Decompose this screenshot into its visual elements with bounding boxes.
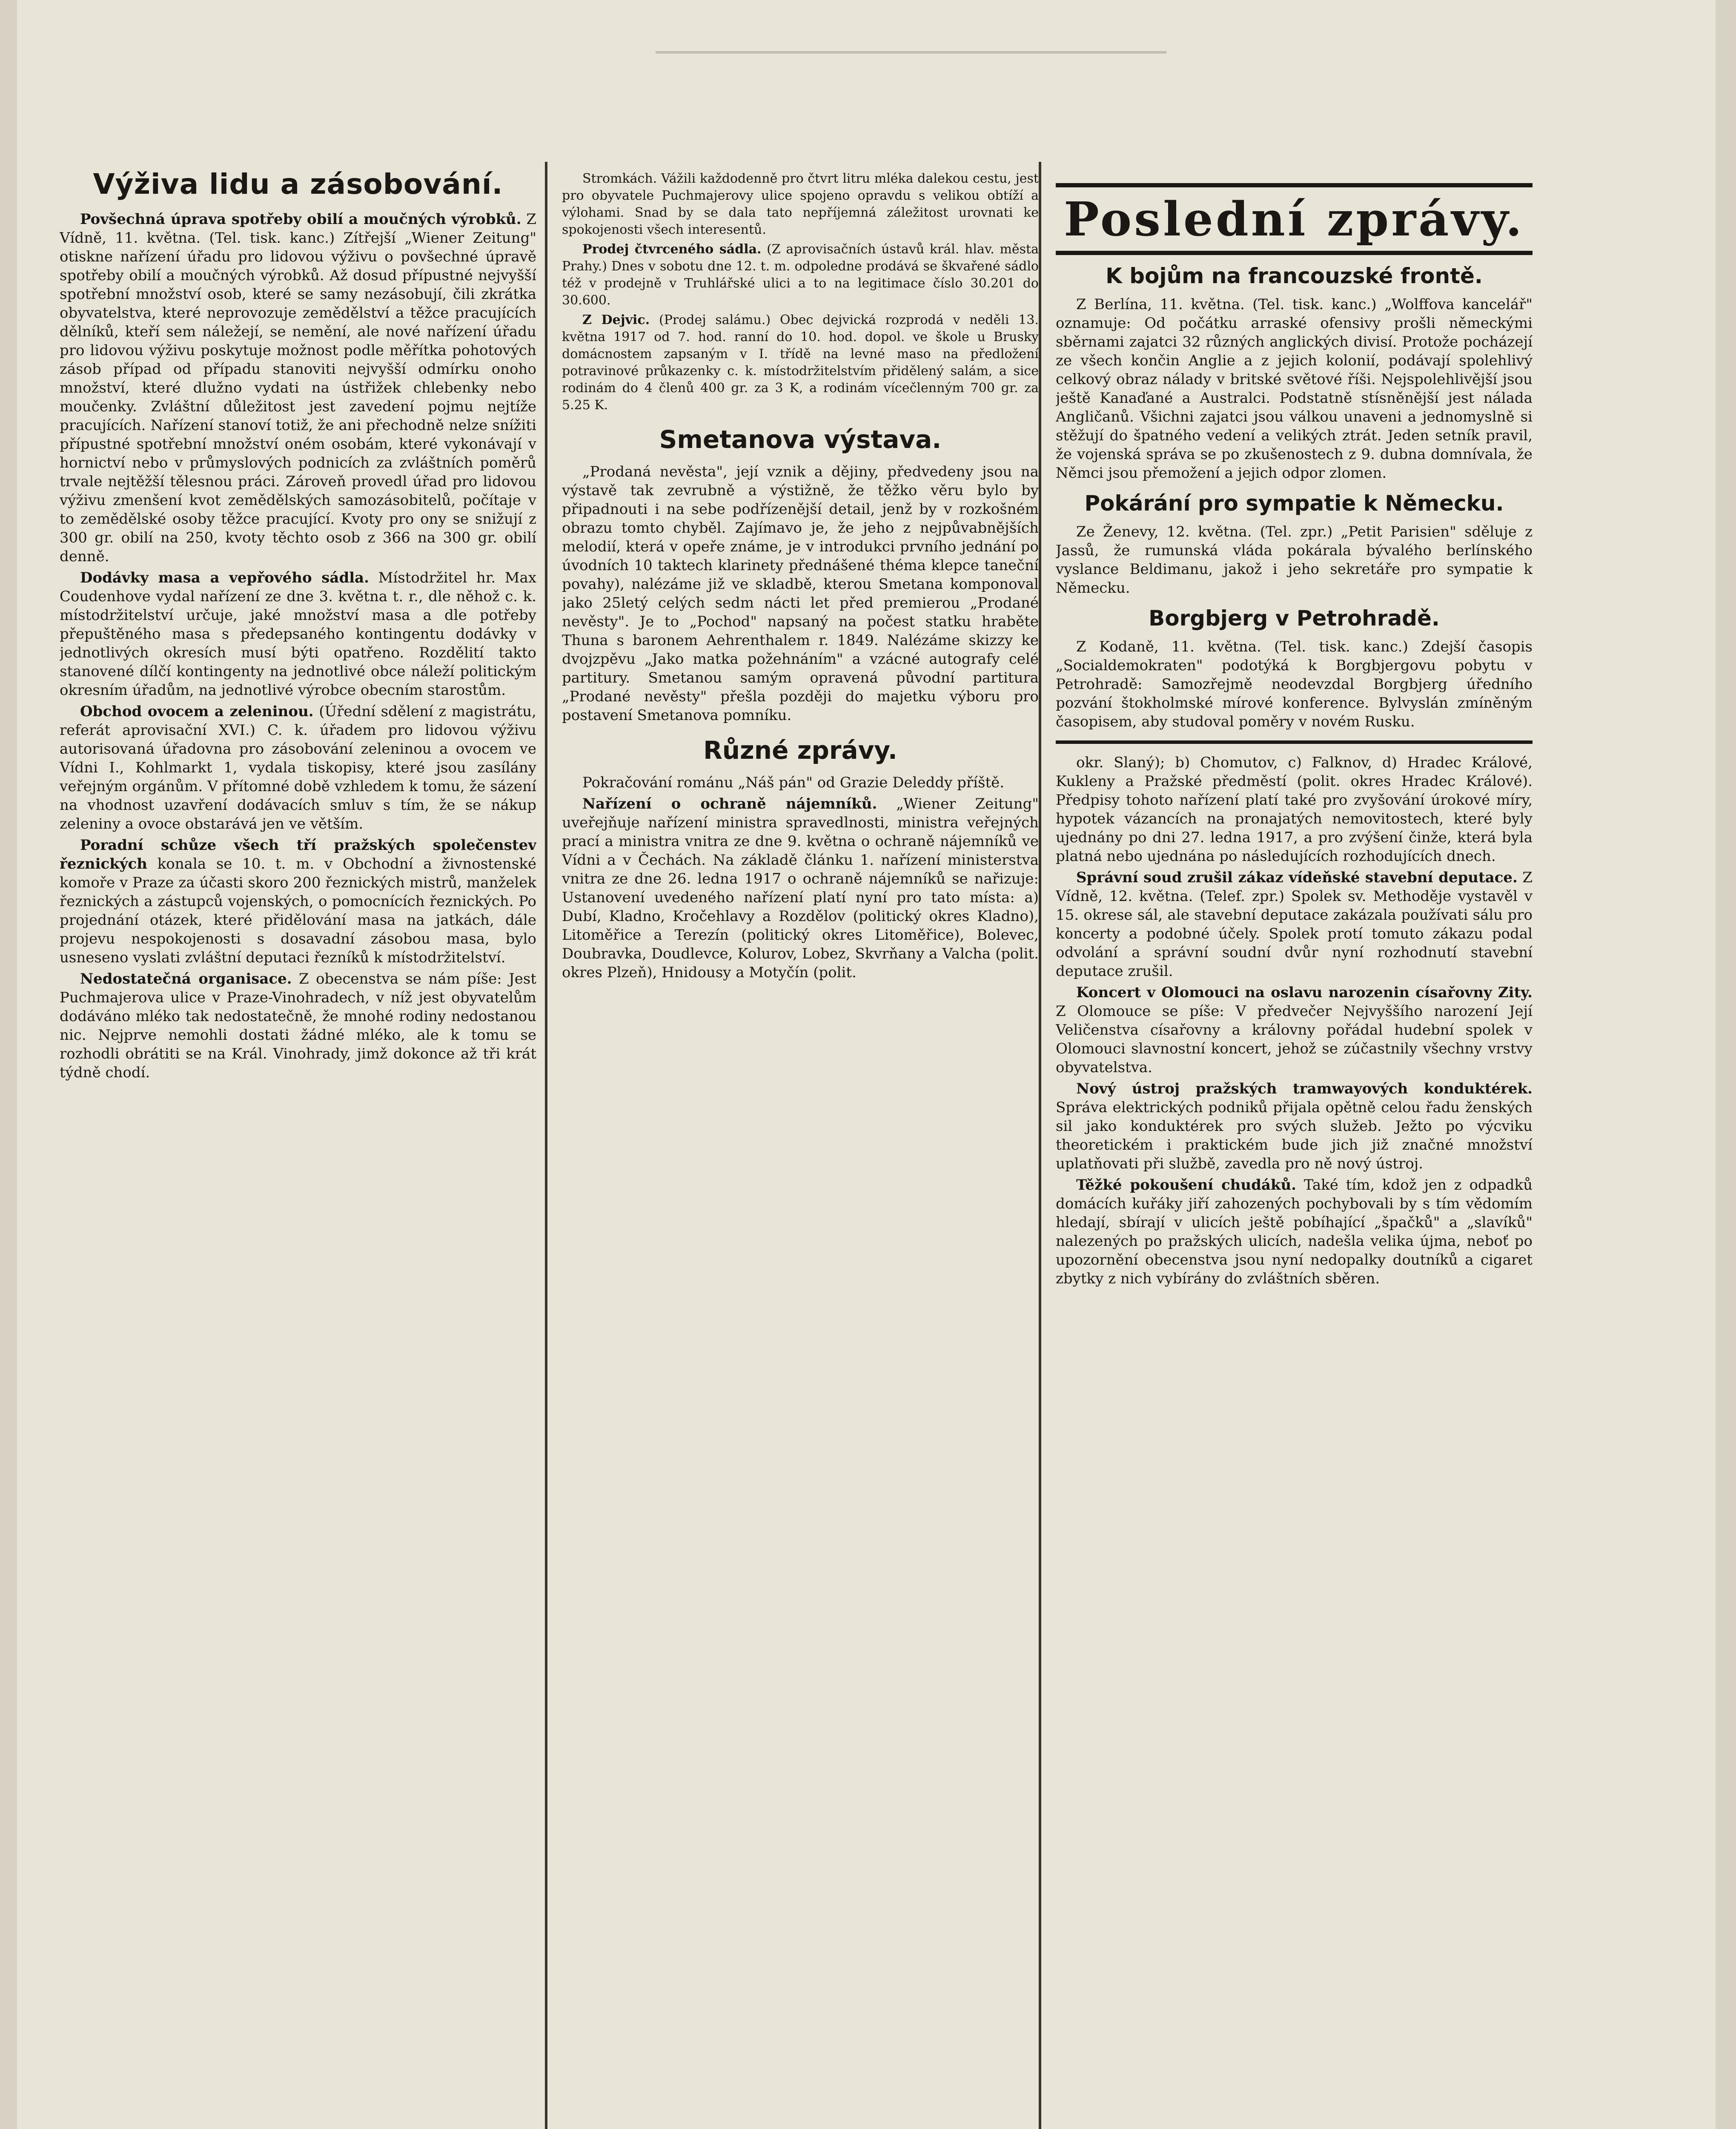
- section-heading: Smetanova výstava.: [659, 425, 942, 454]
- article-paragraph: [1056, 1176, 1533, 1288]
- article-paragraph: [1056, 1079, 1533, 1173]
- article-paragraph: [1056, 868, 1533, 981]
- article-paragraph: [60, 210, 536, 566]
- article-lead: Poradní schůze všech tří pražských společenstev řeznických: [60, 837, 536, 872]
- article-paragraph: Z Kodaně, 11. května. (Tel. tisk. kanc.) Zdejší časopis „Socialdemokraten" podotýká k Borgbjergovu pobytu v Petrohradě: Samozřejmě neodevzdal Borgbjerg úředního pozvání štokholmské mírové konference. Bylvyslán zmíněným časopisem, aby studoval poměry v novém Rusku.: [1056, 638, 1533, 730]
- article-paragraph: [60, 836, 536, 967]
- article-paragraph: okr. Slaný); b) Chomutov, c) Falknov, d) Hradec Králové, Kukleny a Pražské předměstí (polit. okres Hradec Králové). Předpisy tohoto nařízení platí také pro zvyšování úrokové míry, hypotek vázancích na pronajatých nemovitostech, které byly ujednány po dni 27. ledna 1917, a pro zvýšení činže, která byla platná nebo ujednána po následujících rozhodujících dnech.: [1056, 754, 1533, 865]
- article-lead: Nedostatečná organisace.: [80, 970, 292, 987]
- section-heading: Výživa lidu a zásobování.: [93, 168, 503, 201]
- article-body: (Z aprovisačních ústavů král. hlav. města Prahy.) Dnes v sobotu dne 12. t. m. odpoledne prodává se škvařené sádlo též v prodejně v Truhlářské ulici a to na legitimace číslo 30.201 do 30.600.: [562, 242, 1039, 308]
- banner-heading: Poslední zprávy.: [1056, 183, 1533, 255]
- newspaper-page: [17, 0, 1716, 2129]
- article-paragraph: [60, 568, 536, 700]
- article-body: „Wiener Zeitung" uveřejňuje nařízení ministra spravedlnosti, ministra veřejných prací a ministra vnitra ze dne 9. května o ochraně nájemníků ve Vídni a v Čechách. Na základě článku 1. nařízení ministerstva vnitra ze dne 26. ledna 1917 o ochraně nájemníků se nařizuje: Ustanovení uvedeného nařízení platí nyní pro tato místa: a) Dubí, Kladno, Kročehlavy a Rozdělov (politický okres Kladno), Litoměřice a Terezín (politický okres Litoměřice), Bolevec, Doubravka, Doudlevce, Kolurov, Lobez, Skvrňany a Valcha (polit. okres Plzeň), Hnidousy a Motyčín (polit.: [562, 795, 1039, 981]
- article-body: (Úřední sdělení z magistrátu, referát aprovisační XVI.) C. k. úřadem pro lidovou výživu autorisovaná úřadovna pro zásobování zeleninou a ovocem ve Vídni I., Kohlmarkt 1, vydala tiskopisy, které jsou zasílány veřejným orgánům. V přítomné době vzhledem k tomu, že sázení na vhodnost uzavření dodávacích smluv s tím, že se nákup zeleniny a ovoce obstarává jen ve větším.: [60, 703, 536, 832]
- article-paragraph: Ze Ženevy, 12. května. (Tel. zpr.) „Petit Parisien" sděluje z Jassů, že rumunská vláda pokárala bývalého berlínského vyslance Beldimanu, jakož i jeho sekretáře pro sympatie k Německu.: [1056, 523, 1533, 597]
- article-paragraph: [60, 970, 536, 1082]
- article-body: Z Vídně, 11. května. (Tel. tisk. kanc.) Zítřejší „Wiener Zeitung" otiskne nařízení úřadu pro lidovou výživu o povšechné úpravě spotřeby obilí a moučných výrobků. Až dosud přípustné nejvyšší spotřební množství osob, které se samy nezásobují, čili zkrátka obyvatelstva, které neprovozuje zemědělství a těžce pracujících dělníků, kteří sem náležejí, se nemění, ale nové nařízení úřadu pro lidovou výživu poskytuje možnost podle měřítka pohotových zásob případ od případu stanoviti nejvyšší odmírku onoho množství, které dlužno vydati na ústřižek chlebenky nebo moučenky. Zvláštní důležitost jest zavedení pojmu nejtíže pracujících. Nařízení stanoví totiž, že ani přechodně nelze snížiti přípustné spotřební množství oném osobám, které vykonávají v hornictví nebo v průmyslových podnicích za zvláštních poměrů trvale nejtěžší tělesnou práci. Zároveň provedl úřad pro lidovou výživu zmenšení kvot zemědělských samozásobitelů, počítaje v to zemědělské osoby těžce pracující. Kvoty pro ony se snižují z 300 gr. obilí na 250, kvoty těchto osob z 366 na 300 gr. obilí denně.: [60, 211, 536, 565]
- article-lead: Těžké pokoušení chudáků.: [1076, 1176, 1296, 1194]
- article-lead: Obchod ovocem a zeleninou.: [80, 703, 314, 720]
- article-paragraph: [562, 312, 1039, 414]
- article-lead: Správní soud zrušil zákaz vídeňské stavební deputace.: [1076, 869, 1518, 886]
- article-lead: Nový ústroj pražských tramwayových konduktérek.: [1076, 1080, 1533, 1097]
- section-heading: Různé zprávy.: [703, 736, 897, 765]
- article-paragraph: Pokračování románu „Náš pán" od Grazie Deleddy příště.: [582, 774, 1005, 791]
- article-lead: Povšechná úprava spotřeby obilí a moučných výrobků.: [80, 211, 521, 228]
- section-divider: [1056, 740, 1533, 744]
- article-paragraph: Stromkách. Vážili každodenně pro čtvrt litru mléka dalekou cestu, jest pro obyvatele Puchmajerovy ulice spojeno opravdu s velikou obtíží a výlohami. Snad by se dala tato nepříjemná záležitost urovnati ke spokojenosti všech interesentů.: [562, 171, 1039, 237]
- article-paragraph: [1056, 983, 1533, 1077]
- article-body: Také tím, kdož jen z odpadků domácích kuřáky jiří zahozených pochybovali by s tím vědomím hledají, sbírají v ulicích ještě pobíhající „špačků" a „slavíků" nalezených po pražských ulicích, nadešla velika újma, neboť po upozornění obecenstva jsou nyní nedopalky doutníků a cigaret zbytky z nich vybírány do zvláštních sběren.: [1056, 1176, 1533, 1287]
- article-paragraph: [562, 241, 1039, 309]
- page-header-mark: [656, 51, 1166, 54]
- article-body: Správa elektrických podniků přijala opětně celou řadu ženských sil jako konduktérek pro svých služeb. Ježto po výcviku theoretickém i praktickém bude jich již značné množství uplatňovati při službě, zavedla pro ně nový ústroj.: [1056, 1099, 1533, 1172]
- column-rule: [1039, 162, 1041, 2129]
- article-body: Z obecenstva se nám píše: Jest Puchmajerova ulice v Praze-Vinohradech, v níž jest obyvatelům dodáváno mléko tak nedostatečně, že mnohé rodiny nedostanou nic. Nejprve nemohli dostati žádné mléko, ale k tomu se rozhodli obrátiti se na Král. Vinohrady, jimž dokonce až tři krát týdně chodí.: [60, 970, 536, 1081]
- article-body: (Prodej salámu.) Obec dejvická rozprodá v neděli 13. května 1917 od 7. hod. ranní do 10. hod. dopol. ve škole u Brusky domácnostem zapsaným v I. třídě na levné maso na předložení potravinové průkazenky c. k. místodržitelstvím přidělený salám, a sice rodinám do 4 členů 400 gr. za 3 K, a rodinám vícečlenným 700 gr. za 5.25 K.: [562, 313, 1039, 413]
- column-rule: [545, 162, 547, 2129]
- article-lead: Prodej čtvrceného sádla.: [582, 242, 762, 257]
- article-paragraph: „Prodaná nevěsta", její vznik a dějiny, předvedeny jsou na výstavě tak zevrubně a výstižně, že těžko věru bylo by připadnouti i na sebe podřízenější detail, jenž by v rozkošném obrazu tomto chyběl. Zajímavo je, že jeho z nejpůvabnějších melodií, která v opeře známe, je v introdukci prvního jednání po úvodních 10 taktech klarinety přednášené théma klepce taneční povahy), nalézáme již ve skladbě, kterou Smetana komponoval jako 25letý celých sedm nácti let před premierou „Prodané nevěsty". Je to „Pochod" napsaný na počest statku hraběte Thuna s baronem Aehrenthalem r. 1849. Nalézáme skizzy ke dvojzpěvu „Jako matka požehnáním" a vzácné autografy celé partitury. Smetanou samým opravená původní partitura „Prodané nevěsty" přešla později do majetku výboru pro postavení Smetanova pomníku.: [562, 463, 1039, 724]
- column-1: [60, 162, 536, 2129]
- article-heading: Borgbjerg v Petrohradě.: [1149, 606, 1440, 631]
- column-2: [562, 170, 1039, 2129]
- article-heading: Pokárání pro sympatie k Německu.: [1084, 491, 1504, 516]
- article-paragraph: [562, 795, 1039, 982]
- article-lead: Dodávky masa a vepřového sádla.: [80, 569, 369, 586]
- article-body: Z Vídně, 12. května. (Telef. zpr.) Spolek sv. Methoděje vystavěl v 15. okrese sál, ale stavební deputace zakázala používati sálu pro koncerty a podobné účely. Spolek protí tomuto zákazu podal odvolání a správní soudní dvůr nyní rozhodnutí stavební deputace zrušil.: [1056, 869, 1533, 980]
- article-heading: K bojům na francouzské frontě.: [1106, 264, 1483, 288]
- article-body: Místodržitel hr. Max Coudenhove vydal nařízení ze dne 3. května t. r., dle něhož c. k. místodržitelství určuje, jaké množství masa a dle potřeby přepuštěného masa s předepsaného kontingentu dodávky v jednotlivých okresích musí býti opatřeno. Rozdělití takto stanovené dílčí kontingenty na jednotlivé obce náleží politickým okresním úřadům, na jednotlivé výrobce obecním starostům.: [60, 569, 536, 699]
- column-3: [1056, 179, 1533, 2129]
- article-lead: Z Dejvic.: [582, 313, 650, 327]
- article-body: konala se 10. t. m. v Obchodní a živnostenské komoře v Praze za účasti skoro 200 řeznických mistrů, manželek řeznických a zástupců vojenských, o pomocnících řeznických. Po projednání otázek, které přidělování masa na jatkách, dále projevu nespokojenosti s dosavadní zásobou masa, bylo usneseno vyslati zvláštní deputaci řezníků k místodržitelství.: [60, 855, 536, 966]
- article-lead: Nařízení o ochraně nájemníků.: [582, 795, 877, 812]
- article-paragraph: [60, 702, 536, 833]
- article-lead: Koncert v Olomouci na oslavu narozenin císařovny Zity.: [1076, 984, 1533, 1001]
- article-paragraph: Z Berlína, 11. května. (Tel. tisk. kanc.) „Wolffova kancelář" oznamuje: Od počátku arraské ofensivy prošli německými sběrnami zajatci 32 různých anglických divisí. Protože pocházejí ze všech končin Anglie a z jejich kolonií, podávají spolehlivý celkový obraz nálady v britské světové říši. Nejspolehlivější jsou ještě Kanaďané a Australci. Podstatně stísněnější jest nálada Angličanů. Všichni zajatci jsou válkou unaveni a jednomyslně si stěžují do špatného vedení a velikých ztrát. Jeden setník pravil, že vojenská správa se po zkušenostech z 9. dubna domnívala, že Němci jsou přemožení a jejich odpor zlomen.: [1056, 296, 1533, 482]
- article-body: Z Olomouce se píše: V předvečer Nejvyššího narození Její Veličenstva císařovny a královny pořádal hudební spolek v Olomouci slavnostní koncert, jehož se zúčastnily všechny vrstvy obyvatelstva.: [1056, 1003, 1533, 1076]
